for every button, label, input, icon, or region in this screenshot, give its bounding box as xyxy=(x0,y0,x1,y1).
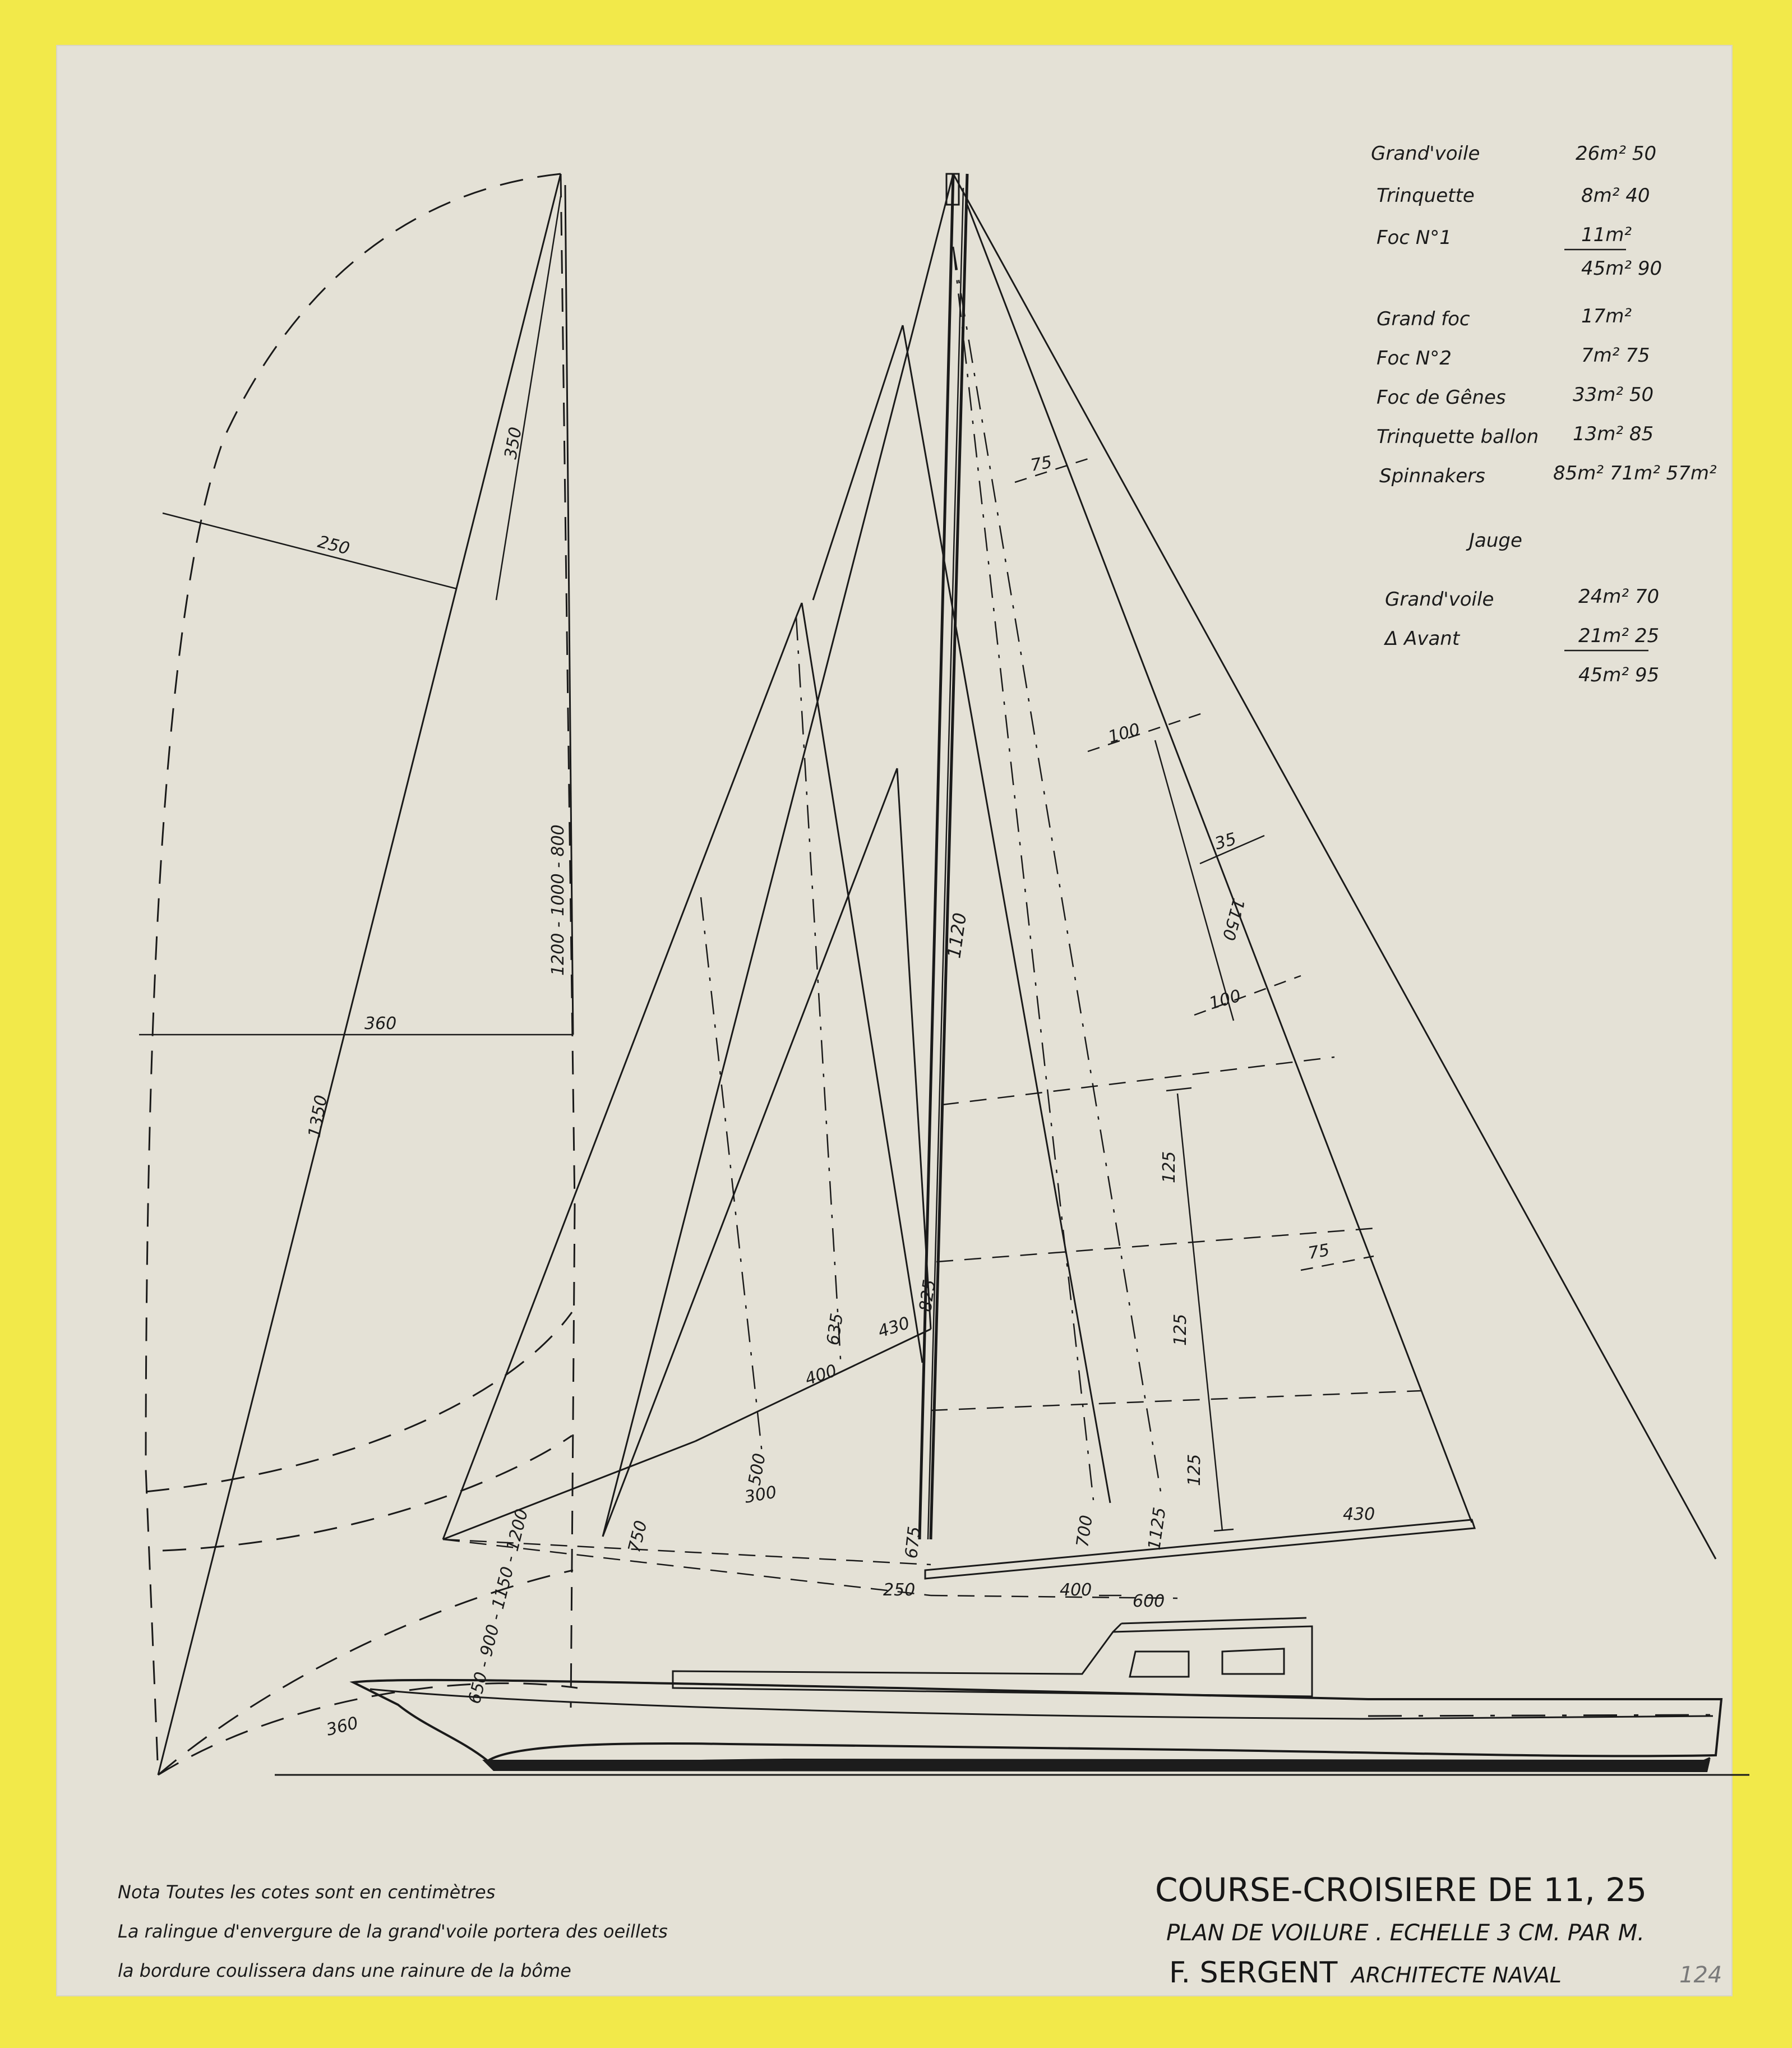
table-row-value: 13m² 85 xyxy=(1573,423,1654,445)
architect-role: ARCHITECTE NAVAL xyxy=(1351,1963,1562,1987)
jauge-row-value: 45m² 95 xyxy=(1578,664,1660,686)
mainsail xyxy=(925,205,1475,1579)
foot-label-1125: 1125 xyxy=(1144,1506,1170,1552)
table-row-value: 7m² 75 xyxy=(1581,344,1650,367)
table-row-label: Spinnakers xyxy=(1379,465,1485,487)
sail-area-table xyxy=(1371,142,1717,686)
notes-block xyxy=(118,1881,668,1981)
spin-label-360-bottom: 360 xyxy=(324,1713,361,1740)
jauge-row-value: 24m² 70 xyxy=(1578,585,1660,608)
jauge-row-label: Δ Avant xyxy=(1385,628,1460,650)
foot-label-600: 600 xyxy=(1133,1592,1165,1611)
jauge-row-value: 21m² 25 xyxy=(1578,625,1660,647)
jauge-row-label: Grand'voile xyxy=(1385,588,1494,611)
height-label-125-c: 125 xyxy=(1185,1454,1204,1486)
foot-label-700: 700 xyxy=(1073,1514,1097,1549)
jib-label-750: 750 xyxy=(624,1518,652,1555)
jib-label-300: 300 xyxy=(743,1482,778,1507)
note-line-2: La ralingue d'envergure de la grand'voile portera des oeillets xyxy=(118,1921,668,1942)
table-row-value: 17m² xyxy=(1581,305,1632,328)
mast-and-rigging xyxy=(603,174,1716,1559)
jib-label-430: 430 xyxy=(875,1313,912,1342)
spin-label-360-top: 360 xyxy=(364,1014,397,1034)
leech-label-100-top: 100 xyxy=(1106,719,1143,748)
architect-name: F. SERGENT xyxy=(1169,1956,1338,1990)
spin-label-luffs: 1200 - 1000 - 800 xyxy=(548,824,568,976)
table-row-value: 85m² 71m² 57m² xyxy=(1553,462,1717,485)
spin-label-250: 250 xyxy=(316,532,352,559)
jib-label-500: 500 xyxy=(745,1451,770,1487)
mast-label-675: 675 xyxy=(902,1525,925,1560)
note-line-1: Nota Toutes les cotes sont en centimètres xyxy=(118,1881,496,1903)
leech-label-35: 35 xyxy=(1212,829,1239,854)
head-label-75: 75 xyxy=(1029,452,1054,476)
table-row-label: Grand'voile xyxy=(1371,142,1480,165)
table-row-label: Foc de Gênes xyxy=(1377,386,1506,409)
jauge-title: Jauge xyxy=(1469,529,1522,552)
jib-label-635: 635 xyxy=(823,1312,847,1347)
table-row-label: Foc N°2 xyxy=(1377,347,1452,370)
table-row-label: Foc N°1 xyxy=(1377,227,1452,249)
title-block xyxy=(1155,1871,1722,1990)
boom-label-430: 430 xyxy=(1343,1505,1375,1524)
jib-label-400: 400 xyxy=(802,1360,839,1390)
jib-label-825: 825 xyxy=(916,1278,940,1313)
spin-label-350: 350 xyxy=(501,425,526,461)
table-row-label: Grand foc xyxy=(1377,308,1470,330)
drawing-subtitle: PLAN DE VOILURE . ECHELLE 3 CM. PAR M. xyxy=(1166,1920,1645,1946)
foot-label-400: 400 xyxy=(1060,1580,1092,1600)
table-row-value: 8m² 40 xyxy=(1581,184,1650,207)
table-row-value: 26m² 50 xyxy=(1576,142,1657,165)
table-row-value: 33m² 50 xyxy=(1573,384,1654,406)
table-row-value: 11m² xyxy=(1581,224,1632,246)
table-row-value: 45m² 90 xyxy=(1581,257,1662,280)
table-row-label: Trinquette ballon xyxy=(1377,426,1539,448)
mast-label-1120: 1120 xyxy=(943,911,971,960)
note-line-3: la bordure coulissera dans une rainure de la bôme xyxy=(118,1960,571,1981)
sheet-number: 124 xyxy=(1679,1962,1722,1988)
batten-label-75: 75 xyxy=(1306,1240,1331,1263)
leech-label-1150: 1150 xyxy=(1218,896,1249,943)
spin-label-foots: 650 - 900 - 1150 - 1200 xyxy=(464,1507,533,1706)
height-label-125-b: 125 xyxy=(1171,1313,1190,1346)
table-row-label: Trinquette xyxy=(1377,184,1475,207)
leech-label-100-bottom: 100 xyxy=(1207,986,1244,1014)
spin-label-1350: 1350 xyxy=(304,1094,332,1140)
height-label-125-a: 125 xyxy=(1160,1151,1179,1183)
drawing-title: COURSE-CROISIERE DE 11, 25 xyxy=(1155,1871,1647,1909)
mast-label-250: 250 xyxy=(883,1580,916,1600)
